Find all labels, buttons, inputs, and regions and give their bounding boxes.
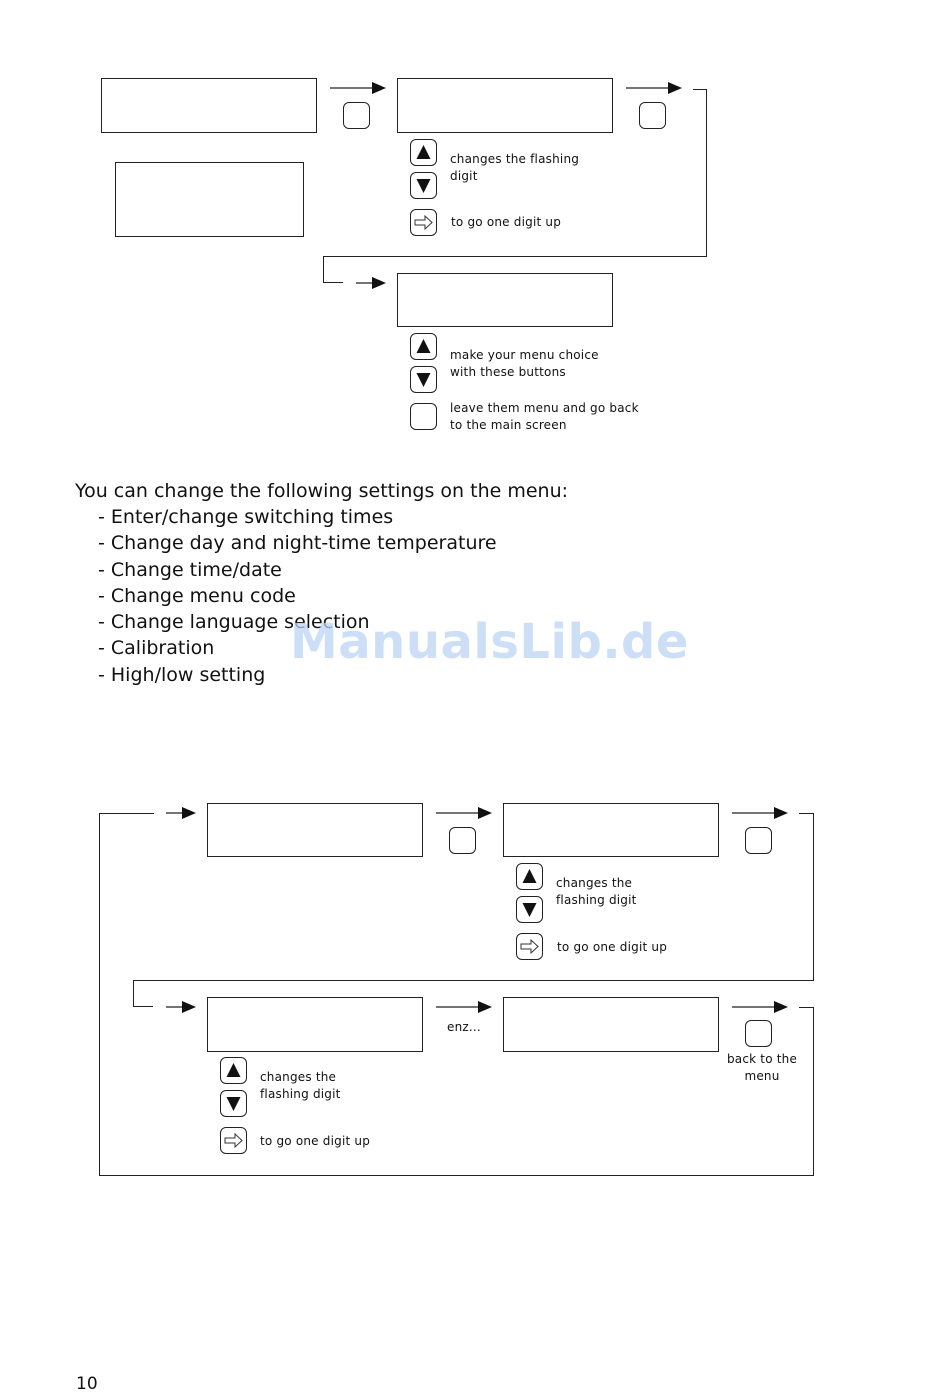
hint-text: changes the flashing digit	[556, 876, 637, 907]
triangle-up-icon	[411, 140, 436, 165]
menu-button[interactable]	[343, 102, 370, 129]
right-button[interactable]	[410, 209, 437, 236]
connector-line	[99, 813, 100, 1176]
up-button[interactable]	[410, 139, 437, 166]
list-item: - Change language selection	[98, 611, 370, 634]
up-button[interactable]	[516, 863, 543, 890]
right-button[interactable]	[220, 1127, 247, 1154]
connector-line	[693, 89, 707, 90]
arrow-right-icon	[434, 1000, 494, 1014]
triangle-down-icon	[221, 1091, 246, 1116]
triangle-down-icon	[411, 173, 436, 198]
display-box	[207, 803, 423, 857]
hint-text: to go one digit up	[557, 940, 668, 954]
back-button[interactable]	[745, 1020, 772, 1047]
connector-line	[323, 282, 343, 283]
intro-heading: You can change the following settings on the menu:	[75, 480, 569, 502]
arrow-right-icon	[164, 1000, 198, 1014]
back-label: back to the menu	[726, 1052, 798, 1083]
arrow-right-icon	[354, 276, 388, 290]
arrow-right-icon	[434, 806, 494, 820]
connector-line	[799, 813, 814, 814]
list-item: - Change menu code	[98, 584, 296, 607]
display-box	[397, 78, 613, 133]
display-box	[115, 162, 304, 237]
list-item: - High/low setting	[98, 663, 266, 686]
triangle-down-icon	[517, 897, 542, 922]
display-box	[101, 78, 317, 133]
down-button[interactable]	[516, 896, 543, 923]
triangle-up-icon	[411, 334, 436, 359]
up-button[interactable]	[220, 1057, 247, 1084]
down-button[interactable]	[410, 366, 437, 393]
arrow-right-icon	[328, 81, 388, 95]
connector-line	[99, 813, 154, 814]
display-box	[207, 997, 423, 1052]
hint-text: make your menu choice with these buttons	[450, 348, 599, 379]
arrow-right-icon	[730, 1000, 790, 1014]
menu-button[interactable]	[449, 827, 476, 854]
menu-button[interactable]	[410, 403, 437, 430]
connector-line	[813, 1007, 814, 1176]
menu-button[interactable]	[745, 827, 772, 854]
list-item: - Change day and night-time temperature	[98, 532, 497, 555]
connector-line	[133, 980, 814, 981]
arrow-right-icon	[164, 806, 198, 820]
hint-text: to go one digit up	[451, 215, 562, 229]
display-box	[397, 273, 613, 327]
triangle-down-icon	[411, 367, 436, 392]
connector-line	[323, 256, 324, 283]
list-item: - Enter/change switching times	[98, 506, 394, 528]
display-box	[503, 997, 719, 1052]
arrow-right-icon	[624, 81, 684, 95]
triangle-up-icon	[221, 1058, 246, 1083]
connector-line	[133, 980, 134, 1007]
triangle-up-icon	[517, 864, 542, 889]
down-button[interactable]	[410, 172, 437, 199]
up-button[interactable]	[410, 333, 437, 360]
connector-line	[133, 1006, 153, 1007]
hint-text: changes the flashing digit	[450, 152, 580, 183]
arrow-right-outline-icon	[411, 210, 436, 235]
arrow-right-outline-icon	[517, 934, 542, 959]
connector-line	[813, 813, 814, 981]
connector-line	[323, 256, 707, 257]
connector-line	[706, 89, 707, 257]
display-box	[503, 803, 719, 857]
page-number: 10	[76, 1374, 98, 1394]
hint-text: to go one digit up	[260, 1134, 371, 1148]
menu-button[interactable]	[639, 102, 666, 129]
hint-text: leave them menu and go back to the main screen	[450, 401, 639, 432]
watermark: ManualsLib.de	[290, 614, 689, 670]
arrow-right-icon	[730, 806, 790, 820]
down-button[interactable]	[220, 1090, 247, 1117]
list-item: - Calibration	[98, 637, 215, 660]
arrow-right-outline-icon	[221, 1128, 246, 1153]
right-button[interactable]	[516, 933, 543, 960]
list-item: - Change time/date	[98, 558, 282, 581]
connector-line	[99, 1175, 814, 1176]
ellipsis-text: enz...	[447, 1020, 481, 1034]
connector-line	[799, 1007, 814, 1008]
hint-text: changes the flashing digit	[260, 1070, 341, 1101]
